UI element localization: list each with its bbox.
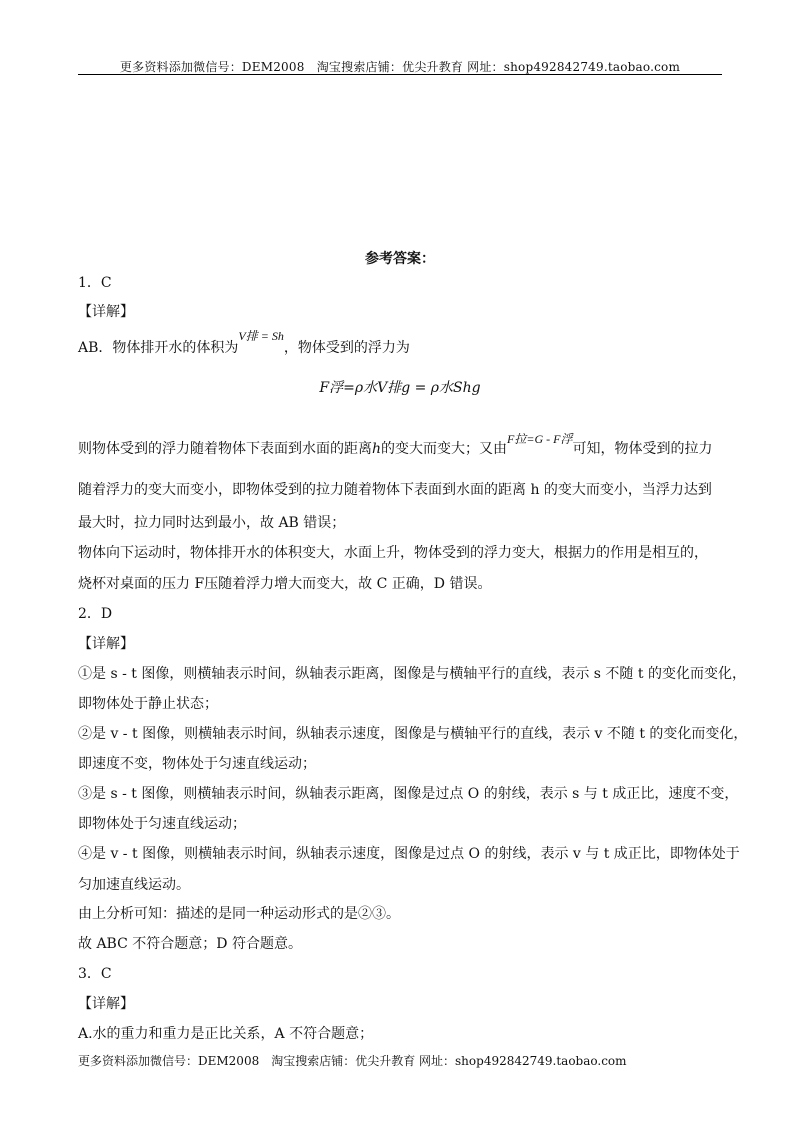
q2-detail: 【详解】 <box>78 636 134 652</box>
q2-line5: ③是 s - t 图像，则横轴表示时间，纵轴表示距离，图像是过点 O 的射线，表示 s 与 t 成正比，速度不变， <box>78 786 739 802</box>
header-rule <box>78 74 722 75</box>
q2-line6: 即物体处于匀速直线运动； <box>78 816 246 832</box>
q2-line8: 匀加速直线运动。 <box>78 877 190 893</box>
q1-line1-a: AB．物体排开水的体积为 <box>78 340 239 356</box>
page-header: 更多资料添加微信号：DEM2008 淘宝搜索店铺：优尖升教育 网址：shop492842749.taobao.com <box>119 60 681 74</box>
answer-title: 参考答案： <box>365 251 435 267</box>
q1-number: 1．C <box>78 275 112 291</box>
q1-line2-c: 可知，物体受到的拉力 <box>572 441 713 457</box>
q1-line2-b: 的变大而变大；又由 <box>381 441 508 457</box>
q3-number: 3．C <box>78 966 112 982</box>
q2-line7: ④是 v - t 图像，则横轴表示时间，纵轴表示速度，图像是过点 O 的射线，表示 v 与 t 成正比，即物体处于 <box>78 846 740 862</box>
q2-line1: ①是 s - t 图像，则横轴表示时间，纵轴表示距离，图像是与横轴平行的直线，表示 s 不随 t 的变化而变化， <box>78 666 746 682</box>
q3-detail: 【详解】 <box>78 996 134 1012</box>
q1-line1-b: ，物体受到的浮力为 <box>283 340 410 356</box>
q1-detail: 【详解】 <box>78 304 134 320</box>
q1-line4: 最大时，拉力同时达到最小，故 AB 错误； <box>78 515 346 531</box>
q1-line5: 物体向下运动时，物体排开水的体积变大，水面上升，物体受到的浮力变大，根据力的作用是相互的， <box>78 545 708 561</box>
q2-line4: 即速度不变，物体处于匀速直线运动； <box>78 756 316 772</box>
q2-line9: 由上分析可知：描述的是同一种运动形式的是②③。 <box>78 906 400 922</box>
q1-line2-a: 则物体受到的浮力随着物体下表面到水面的距离 <box>78 441 372 457</box>
page-footer: 更多资料添加微信号：DEM2008 淘宝搜索店铺：优尖升教育 网址：shop492842749.taobao.com <box>78 1054 627 1068</box>
q1-line6: 烧杯对桌面的压力 F压随着浮力增大而变大，故 C 正确，D 错误。 <box>78 576 492 592</box>
q2-line2: 即物体处于静止状态； <box>78 696 218 712</box>
q3-line1: A.水的重力和重力是正比关系，A 不符合题意； <box>78 1026 374 1042</box>
q1-line1 <box>78 329 410 357</box>
q2-number: 2．D <box>78 606 113 622</box>
q1-buoyancy-formula: F浮=ρ水V排g = ρ水Shg <box>319 380 481 396</box>
q2-line10: 故 ABC 不符合题意；D 符合题意。 <box>78 936 302 952</box>
q1-tension-formula: F拉=G - F浮 <box>507 432 573 446</box>
q2-line3: ②是 v - t 图像，则横轴表示时间，纵轴表示速度，图像是与横轴平行的直线，表示 v 不随 t 的变化而变化， <box>78 726 748 742</box>
q1-line2 <box>78 432 713 458</box>
q1-line3: 随着浮力的变大而变小，即物体受到的拉力随着物体下表面到水面的距离 h 的变大而变小，当浮力达到 <box>78 482 712 498</box>
q1-volume-formula: V排 = Sh <box>238 329 284 343</box>
q1-line2-h: h <box>372 441 382 457</box>
